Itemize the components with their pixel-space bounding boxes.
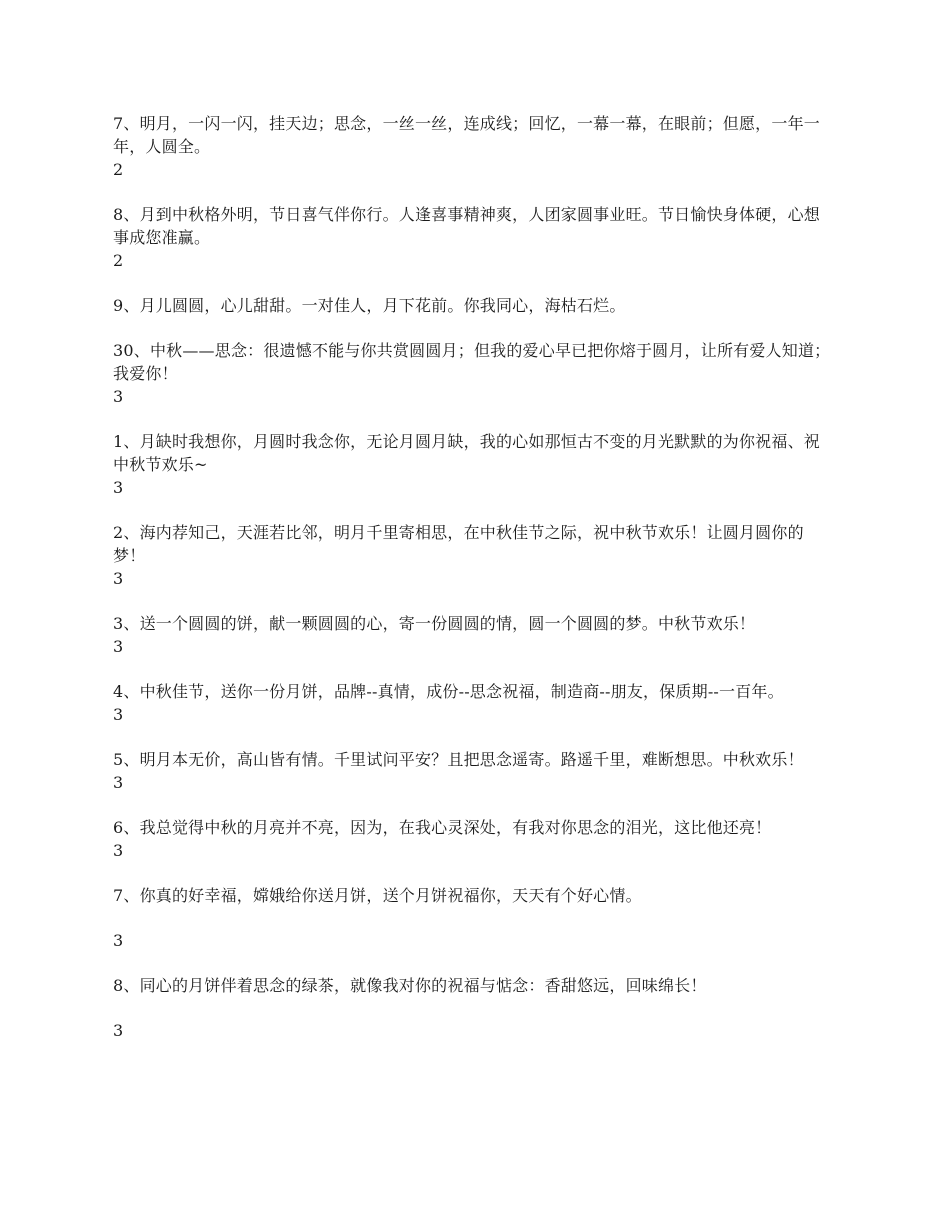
- paragraph: 9、月儿圆圆，心儿甜甜。一对佳人，月下花前。你我同心，海枯石烂。: [113, 296, 626, 315]
- paragraph: 5、明月本无价，高山皆有情。千里试问平安？且把思念遥寄。路遥千里，难断想思。中秋欢乐！: [113, 750, 804, 769]
- paragraph: 8、同心的月饼伴着思念的绿茶，就像我对你的祝福与惦念：香甜悠远，回味绵长！: [113, 976, 707, 995]
- paragraph: 1、月缺时我想你，月圆时我念你，无论月圆月缺，我的心如那恒古不变的月光默默的为你祝福、祝中秋节欢乐~: [113, 432, 820, 474]
- paragraph: 8、月到中秋格外明，节日喜气伴你行。人逢喜事精神爽，人团家圆事业旺。节日愉快身体硬，心想事成您准赢。: [113, 205, 820, 247]
- section-number: 3: [113, 1021, 124, 1040]
- section-number: 3: [113, 773, 124, 792]
- section-number: 2: [113, 251, 124, 270]
- section-number: 3: [113, 478, 124, 497]
- section-number: 3: [113, 637, 124, 656]
- paragraph: 7、你真的好幸福，嫦娥给你送月饼，送个月饼祝福你，天天有个好心情。: [113, 886, 642, 905]
- section-number: 3: [113, 569, 124, 588]
- section-number: 3: [113, 931, 124, 950]
- paragraph: 6、我总觉得中秋的月亮并不亮，因为，在我心灵深处，有我对你思念的泪光，这比他还亮！: [113, 818, 772, 837]
- document-body: [113, 112, 833, 1064]
- paragraph: 2、海内荐知己，天涯若比邻，明月千里寄相思，在中秋佳节之际，祝中秋节欢乐！让圆月圆你的梦！: [113, 523, 804, 565]
- section-number: 3: [113, 387, 124, 406]
- paragraph: 7、明月，一闪一闪，挂天边；思念，一丝一丝，连成线；回忆，一幕一幕，在眼前；但愿，一年一年，人圆全。: [113, 114, 820, 156]
- paragraph: 4、中秋佳节，送你一份月饼，品牌--真情，成份--思念祝福，制造商--朋友，保质期--一百年。: [113, 682, 784, 701]
- paragraph: 30、中秋——思念：很遗憾不能与你共赏圆圆月；但我的爱心早已把你熔于圆月，让所有爱人知道；我爱你！: [113, 341, 831, 383]
- section-number: 2: [113, 160, 124, 179]
- section-number: 3: [113, 841, 124, 860]
- section-number: 3: [113, 705, 124, 724]
- paragraph: 3、送一个圆圆的饼，献一颗圆圆的心，寄一份圆圆的情，圆一个圆圆的梦。中秋节欢乐！: [113, 614, 756, 633]
